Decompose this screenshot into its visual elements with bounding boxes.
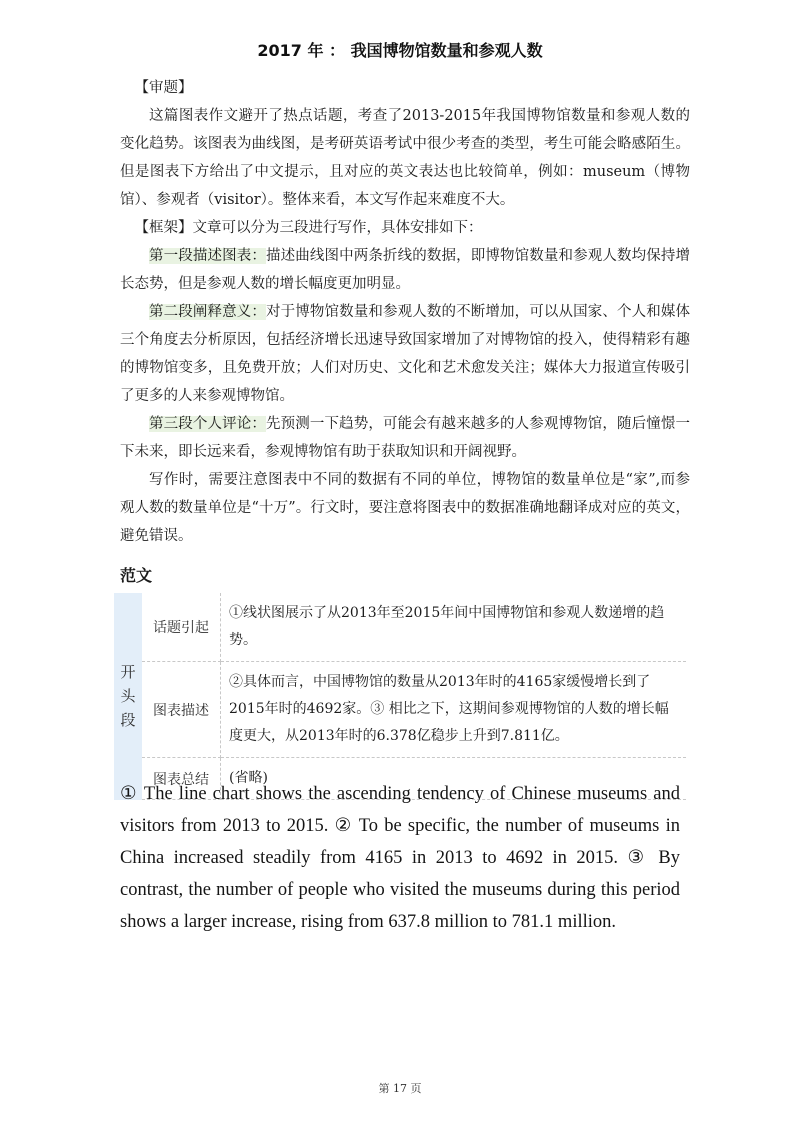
opening-paragraph-label: 开头段	[114, 593, 142, 800]
page-title: 2017 年 ： 我国博物馆数量和参观人数	[257, 41, 543, 60]
review-heading: 【审题】	[134, 80, 193, 96]
framework-item-1	[120, 242, 690, 298]
framework-item-2-text: 对于博物馆数量和参观人数的不断增加，可以从国家、个人和媒体三个角度去分析原因，包括经济增长迅速导致国家增加了对博物馆的投入，使得精彩有趣的博物馆变多，且免费开放；人们对历史、文化和艺术愈发关注；媒体大力报道宣传吸引了更多的人来参观博物馆。	[120, 304, 690, 404]
row-text-description: ②具体而言，中国博物馆的数量从2013年时的4165家缓慢增长到了2015年时的4692家。③ 相比之下，这期间参观博物馆的人数的增长幅度更大，从2013年时的6.378亿稳步上升到7.811亿。	[221, 662, 687, 758]
framework-note: 写作时，需要注意图表中不同的数据有不同的单位，博物馆的数量单位是“家”,而参观人数的数量单位是“十万”。行文时，要注意将图表中的数据准确地翻译成对应的英文，避免错误。	[120, 472, 690, 544]
framework-heading: 【框架】	[134, 220, 193, 236]
framework-item-3	[120, 410, 690, 466]
framework-item-1-label: 第一段描述图表：	[149, 248, 266, 264]
row-label-summary: 图表总结	[142, 758, 221, 800]
row-label-description: 图表描述	[142, 662, 221, 758]
framework-item-3-text: 先预测一下趋势，可能会有越来越多的人参观博物馆，随后憧憬一下未来，即长远来看，参观博物馆有助于获取知识和开阔视野。	[120, 416, 690, 460]
framework-item-1-text: 描述曲线图中两条折线的数据，即博物馆数量和参观人数均保持增长态势，但是参观人数的增长幅度更加明显。	[120, 248, 690, 292]
review-text: 这篇图表作文避开了热点话题，考查了2013-2015年我国博物馆数量和参观人数的变化趋势。该图表为曲线图，是考研英语考试中很少考查的类型，考生可能会略感陌生。但是图表下方给出了中文提示，且对应的英文表达也比较简单，例如：museum（博物馆）、参观者（visitor）。整体来看，本文写作起来难度不大。	[120, 108, 690, 208]
page-number: 第 17 页	[378, 1082, 422, 1095]
row-text-topic: ①线状图展示了从2013年至2015年间中国博物馆和参观人数递增的趋势。	[221, 593, 687, 662]
review-section	[120, 74, 690, 550]
framework-item-3-label: 第三段个人评论：	[149, 416, 266, 432]
framework-item-2-label: 第二段阐释意义：	[149, 304, 266, 320]
framework-item-2	[120, 298, 690, 410]
english-sample	[120, 778, 680, 938]
sample-heading: 范文	[120, 566, 153, 585]
row-label-topic: 话题引起	[142, 593, 221, 662]
english-sample-text: ① The line chart shows the ascending tendency of Chinese museums and visitors from 2013 to 2015. ② To be specific, the number of museums in China increased steadily from 4165 in 2013 to 4692 in 2015. ③ By contrast, the number of people who visited the museums during this period shows a larger increase, rising from 637.8 million to 781.1 million.	[120, 784, 680, 932]
row-text-summary: (省略)	[221, 758, 687, 800]
framework-intro: 文章可以分为三段进行写作，具体安排如下：	[192, 220, 483, 236]
sample-table	[114, 593, 686, 800]
